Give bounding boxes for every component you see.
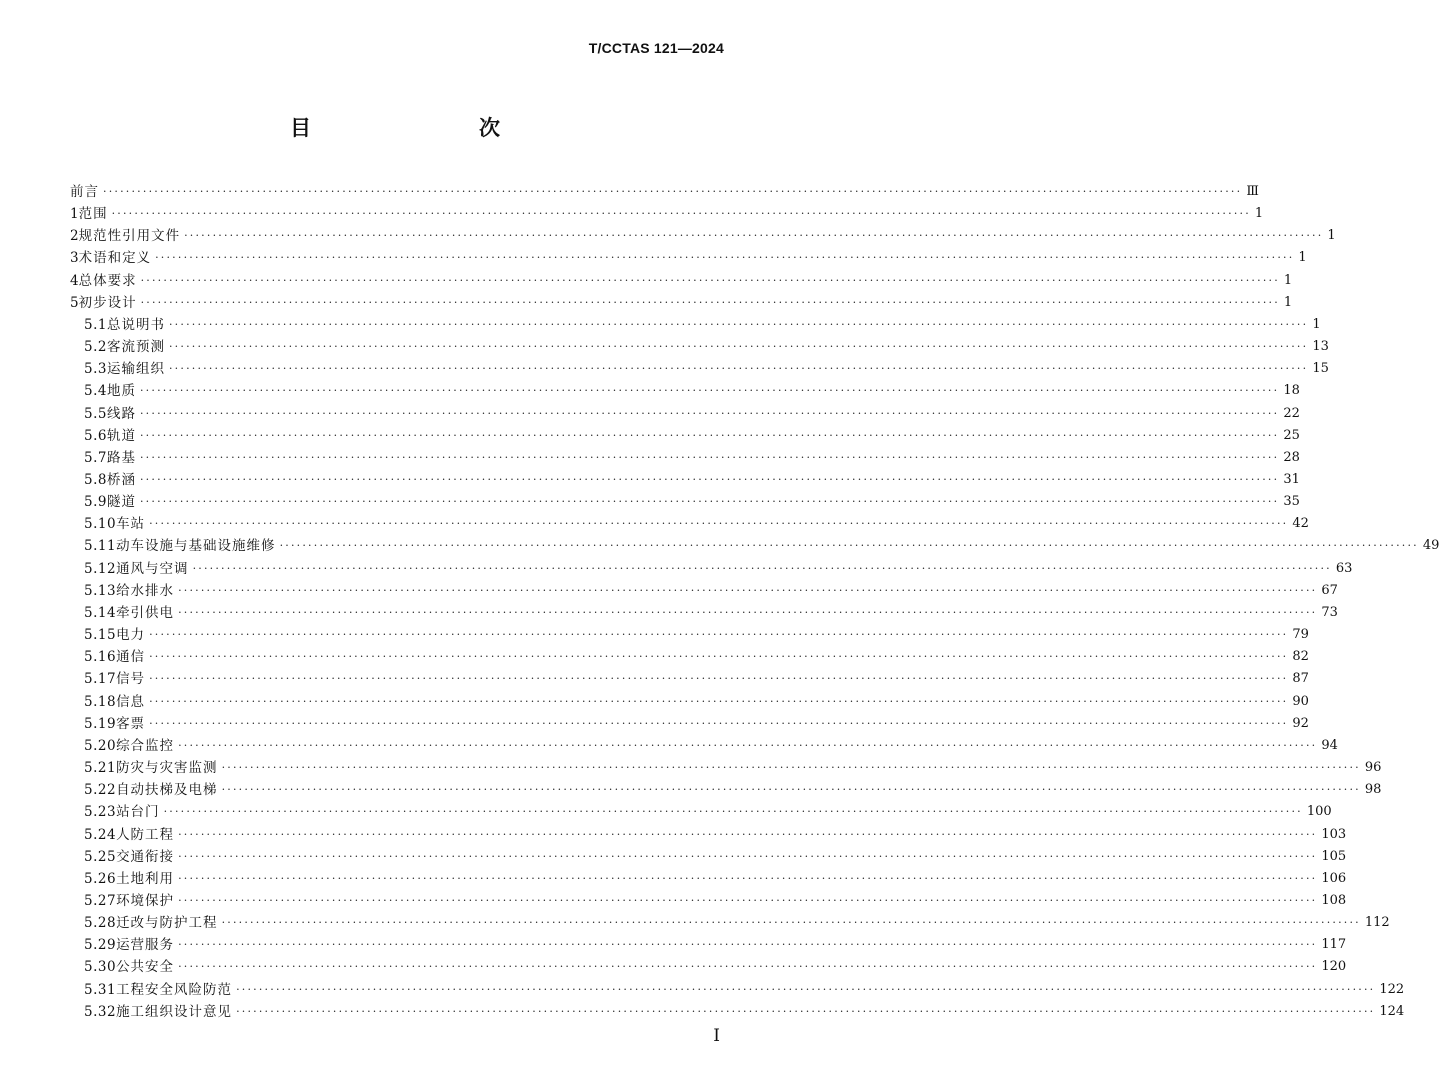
toc-entry-number: 5.12	[84, 560, 117, 577]
dot-leader: ········································································································································································································	[163, 805, 1303, 819]
toc-entry[interactable]	[70, 469, 1300, 491]
toc-entry-page: 35	[1283, 494, 1300, 510]
dot-leader: ········································································································································································································	[140, 295, 1280, 309]
toc-entry-page: 1	[1254, 206, 1264, 222]
toc-entry[interactable]	[70, 225, 1336, 247]
toc-entry-number: 5.14	[84, 604, 117, 621]
dot-leader: ········································································································································································································	[236, 982, 1376, 996]
table-of-contents	[70, 181, 1439, 1023]
dot-leader: ········································································································································································································	[139, 450, 1280, 464]
toc-entry-number: 5.32	[84, 1003, 117, 1020]
dot-leader: ········································································································································································································	[178, 738, 1318, 752]
toc-entry-label: 土地利用	[116, 870, 175, 887]
toc-entry-number: 5.31	[84, 981, 117, 998]
dot-leader: ········································································································································································································	[139, 495, 1280, 509]
dot-leader: ········································································································································································································	[139, 473, 1280, 487]
toc-entry-label: 隧道	[106, 494, 136, 511]
toc-entry-number: 5.25	[84, 848, 117, 865]
toc-entry-label: 环境保护	[116, 892, 175, 909]
toc-entry-label: 术语和定义	[78, 250, 152, 267]
toc-entry-label: 交通衔接	[116, 848, 175, 865]
toc-entry-number: 5.21	[84, 760, 117, 777]
toc-entry[interactable]	[70, 203, 1264, 225]
toc-entry-label: 总说明书	[106, 316, 165, 333]
toc-entry-label: 运营服务	[116, 937, 175, 954]
dot-leader: ········································································································································································································	[149, 672, 1289, 686]
document-code: T/CCTAS 121—2024	[588, 40, 724, 56]
toc-entry-number: 5.27	[84, 892, 117, 909]
toc-entry-page: 96	[1364, 760, 1382, 776]
dot-leader: ········································································································································································································	[149, 694, 1289, 708]
dot-leader: ········································································································································································································	[184, 229, 1324, 243]
toc-entry-page: 25	[1283, 427, 1300, 443]
dot-leader: ········································································································································································································	[221, 761, 1361, 775]
toc-entry-number: 5.26	[84, 870, 117, 887]
dot-leader: ········································································································································································································	[168, 362, 1309, 376]
toc-entry-page: Ⅲ	[1246, 183, 1259, 199]
toc-entry-number: 5	[70, 294, 79, 311]
toc-entry[interactable]	[70, 336, 1329, 358]
page-title: 目 次	[290, 116, 542, 140]
toc-entry-page: 49	[1422, 538, 1439, 554]
dot-leader: ········································································································································································································	[178, 583, 1318, 597]
toc-entry-number: 5.5	[84, 405, 107, 422]
toc-entry-page: 106	[1321, 870, 1347, 886]
dot-leader: ········································································································································································································	[178, 605, 1318, 619]
dot-leader: ········································································································································································································	[221, 783, 1361, 797]
toc-entry-page: 112	[1364, 915, 1390, 931]
toc-entry-page: 82	[1292, 649, 1309, 665]
toc-entry-page: 94	[1321, 737, 1338, 753]
toc-entry[interactable]	[70, 447, 1300, 469]
toc-entry-label: 自动扶梯及电梯	[116, 782, 218, 799]
toc-entry-number: 5.7	[84, 449, 107, 466]
toc-entry-label: 客流预测	[106, 339, 165, 356]
dot-leader: ········································································································································································································	[139, 428, 1280, 442]
toc-entry[interactable]	[70, 757, 1382, 779]
dot-leader: ········································································································································································································	[178, 827, 1318, 841]
toc-entry[interactable]	[70, 602, 1338, 624]
dot-leader: ········································································································································································································	[236, 1004, 1376, 1018]
toc-entry-page: 18	[1283, 383, 1300, 399]
toc-entry-label: 通风与空调	[116, 560, 189, 577]
toc-entry[interactable]	[70, 558, 1353, 580]
dot-leader: ········································································································································································································	[192, 561, 1332, 575]
toc-entry-label: 通信	[116, 649, 146, 666]
toc-entry-page: 31	[1283, 472, 1300, 488]
toc-entry-page: 63	[1335, 560, 1353, 576]
toc-entry-page: 1	[1283, 294, 1293, 310]
toc-entry-number: 5.8	[84, 472, 107, 489]
toc-entry-label: 桥涵	[106, 472, 136, 489]
toc-entry[interactable]	[70, 536, 1439, 558]
toc-entry-page: 1	[1298, 250, 1307, 266]
toc-entry[interactable]	[70, 912, 1390, 934]
toc-entry[interactable]	[70, 580, 1338, 602]
toc-entry[interactable]	[70, 513, 1309, 535]
toc-entry-page: 90	[1292, 693, 1309, 709]
toc-entry-number: 5.17	[84, 671, 117, 688]
toc-entry[interactable]	[70, 247, 1307, 269]
page-number: I	[713, 1026, 720, 1046]
toc-entry-number: 5.11	[84, 538, 117, 555]
toc-entry-label: 公共安全	[116, 959, 175, 976]
dot-leader: ········································································································································································································	[149, 650, 1289, 664]
toc-entry-page: 67	[1321, 582, 1338, 598]
toc-entry-page: 103	[1321, 826, 1347, 842]
toc-entry-page: 15	[1312, 361, 1329, 377]
toc-entry[interactable]	[70, 181, 1259, 203]
toc-entry-page: 122	[1379, 981, 1405, 997]
toc-entry-label: 前言	[70, 183, 99, 200]
toc-entry[interactable]	[70, 824, 1347, 846]
toc-entry-label: 动车设施与基础设施维修	[116, 538, 276, 555]
toc-entry-page: 79	[1292, 627, 1309, 643]
dot-leader: ········································································································································································································	[178, 960, 1318, 974]
dot-leader: ········································································································································································································	[155, 251, 1295, 265]
toc-entry-label: 信号	[116, 671, 146, 688]
toc-entry-number: 5.16	[84, 649, 117, 666]
dot-leader: ········································································································································································································	[178, 871, 1318, 885]
toc-entry-page: 124	[1379, 1003, 1405, 1019]
dot-leader: ········································································································································································································	[140, 273, 1280, 287]
toc-entry-number: 5.1	[84, 316, 107, 333]
toc-entry-number: 5.3	[84, 361, 107, 378]
toc-entry-page: 73	[1321, 604, 1338, 620]
toc-entry[interactable]	[70, 314, 1321, 336]
dot-leader: ········································································································································································································	[103, 184, 1243, 198]
toc-entry-label: 总体要求	[78, 272, 137, 289]
toc-entry-page: 98	[1364, 782, 1382, 798]
toc-entry-number: 4	[70, 272, 79, 289]
toc-entry-number: 1	[70, 206, 79, 223]
toc-entry-page: 28	[1283, 449, 1300, 465]
toc-entry-number: 5.18	[84, 693, 117, 710]
toc-entry-number: 5.9	[84, 494, 107, 511]
toc-entry-label: 客票	[116, 715, 146, 732]
toc-entry-label: 线路	[106, 405, 136, 422]
toc-entry-label: 综合监控	[116, 737, 175, 754]
toc-entry[interactable]	[70, 624, 1309, 646]
toc-entry-number: 5.15	[84, 627, 117, 644]
toc-entry[interactable]	[70, 779, 1382, 801]
toc-entry-number: 5.6	[84, 427, 107, 444]
toc-entry[interactable]	[70, 934, 1347, 956]
toc-entry-number: 5.4	[84, 383, 107, 400]
toc-entry-label: 规范性引用文件	[78, 228, 181, 245]
toc-entry[interactable]	[70, 668, 1309, 690]
toc-entry[interactable]	[70, 735, 1338, 757]
toc-entry-label: 轨道	[106, 427, 136, 444]
toc-entry-label: 初步设计	[78, 294, 137, 311]
toc-entry[interactable]	[70, 292, 1293, 314]
dot-leader: ········································································································································································································	[178, 849, 1318, 863]
toc-entry[interactable]	[70, 425, 1300, 447]
toc-entry-number: 5.10	[84, 516, 117, 533]
toc-entry-number: 3	[70, 250, 79, 267]
toc-entry-number: 5.30	[84, 959, 117, 976]
dot-leader: ········································································································································································································	[111, 207, 1251, 221]
toc-entry-number: 2	[70, 228, 79, 245]
toc-entry-label: 工程安全风险防范	[116, 981, 233, 998]
toc-entry-label: 牵引供电	[116, 604, 175, 621]
toc-entry-page: 1	[1312, 316, 1321, 332]
toc-entry[interactable]	[70, 380, 1300, 402]
toc-entry[interactable]	[70, 868, 1347, 890]
toc-entry-label: 电力	[116, 627, 146, 644]
dot-leader: ········································································································································································································	[149, 628, 1289, 642]
dot-leader: ········································································································································································································	[168, 340, 1309, 354]
toc-entry-page: 42	[1292, 516, 1309, 532]
toc-entry-label: 施工组织设计意见	[116, 1003, 233, 1020]
toc-entry[interactable]	[70, 846, 1347, 868]
toc-entry-number: 5.19	[84, 715, 117, 732]
toc-entry[interactable]	[70, 691, 1309, 713]
toc-entry-page: 13	[1312, 339, 1329, 355]
toc-entry-number: 5.23	[84, 804, 117, 821]
toc-entry-label: 地质	[106, 383, 136, 400]
toc-entry-label: 防灾与灾害监测	[116, 760, 218, 777]
toc-entry-number: 5.29	[84, 937, 117, 954]
toc-entry-page: 87	[1292, 671, 1309, 687]
toc-entry-page: 117	[1321, 937, 1347, 953]
dot-leader: ········································································································································································································	[221, 916, 1361, 930]
toc-entry-page: 92	[1292, 715, 1309, 731]
toc-entry-page: 100	[1306, 804, 1332, 820]
toc-entry[interactable]	[70, 956, 1347, 978]
dot-leader: ········································································································································································································	[178, 938, 1318, 952]
toc-entry[interactable]	[70, 358, 1329, 380]
dot-leader: ········································································································································································································	[168, 317, 1309, 331]
toc-entry-label: 车站	[116, 516, 146, 533]
dot-leader: ········································································································································································································	[139, 384, 1280, 398]
toc-entry-number: 5.2	[84, 339, 107, 356]
toc-entry[interactable]	[70, 801, 1332, 823]
toc-entry-page: 108	[1321, 892, 1347, 908]
toc-entry-page: 1	[1327, 228, 1336, 244]
toc-entry-number: 5.13	[84, 582, 117, 599]
dot-leader: ········································································································································································································	[149, 716, 1289, 730]
toc-entry-page: 1	[1283, 272, 1293, 288]
toc-entry-label: 迁改与防护工程	[116, 915, 218, 932]
toc-entry[interactable]	[70, 1001, 1405, 1023]
toc-entry[interactable]	[70, 491, 1300, 513]
toc-entry-label: 运输组织	[106, 361, 165, 378]
toc-entry-label: 信息	[116, 693, 146, 710]
toc-entry[interactable]	[70, 713, 1309, 735]
toc-entry-page: 105	[1321, 848, 1347, 864]
toc-entry-page: 120	[1321, 959, 1347, 975]
dot-leader: ········································································································································································································	[279, 539, 1419, 553]
toc-entry-label: 范围	[78, 206, 108, 223]
toc-entry-label: 站台门	[116, 804, 160, 821]
toc-entry[interactable]	[70, 270, 1293, 292]
toc-entry-number: 5.20	[84, 737, 117, 754]
toc-entry-number: 5.22	[84, 782, 117, 799]
dot-leader: ········································································································································································································	[139, 406, 1280, 420]
toc-entry-number: 5.24	[84, 826, 117, 843]
dot-leader: ········································································································································································································	[149, 517, 1289, 531]
toc-entry-number: 5.28	[84, 915, 117, 932]
dot-leader: ········································································································································································································	[178, 893, 1318, 907]
toc-entry-label: 给水排水	[116, 582, 175, 599]
toc-entry[interactable]	[70, 646, 1309, 668]
toc-entry-label: 路基	[106, 449, 136, 466]
toc-entry[interactable]	[70, 403, 1300, 425]
toc-entry-label: 人防工程	[116, 826, 175, 843]
toc-entry[interactable]	[70, 890, 1347, 912]
toc-entry[interactable]	[70, 979, 1405, 1001]
toc-entry-page: 22	[1283, 405, 1300, 421]
